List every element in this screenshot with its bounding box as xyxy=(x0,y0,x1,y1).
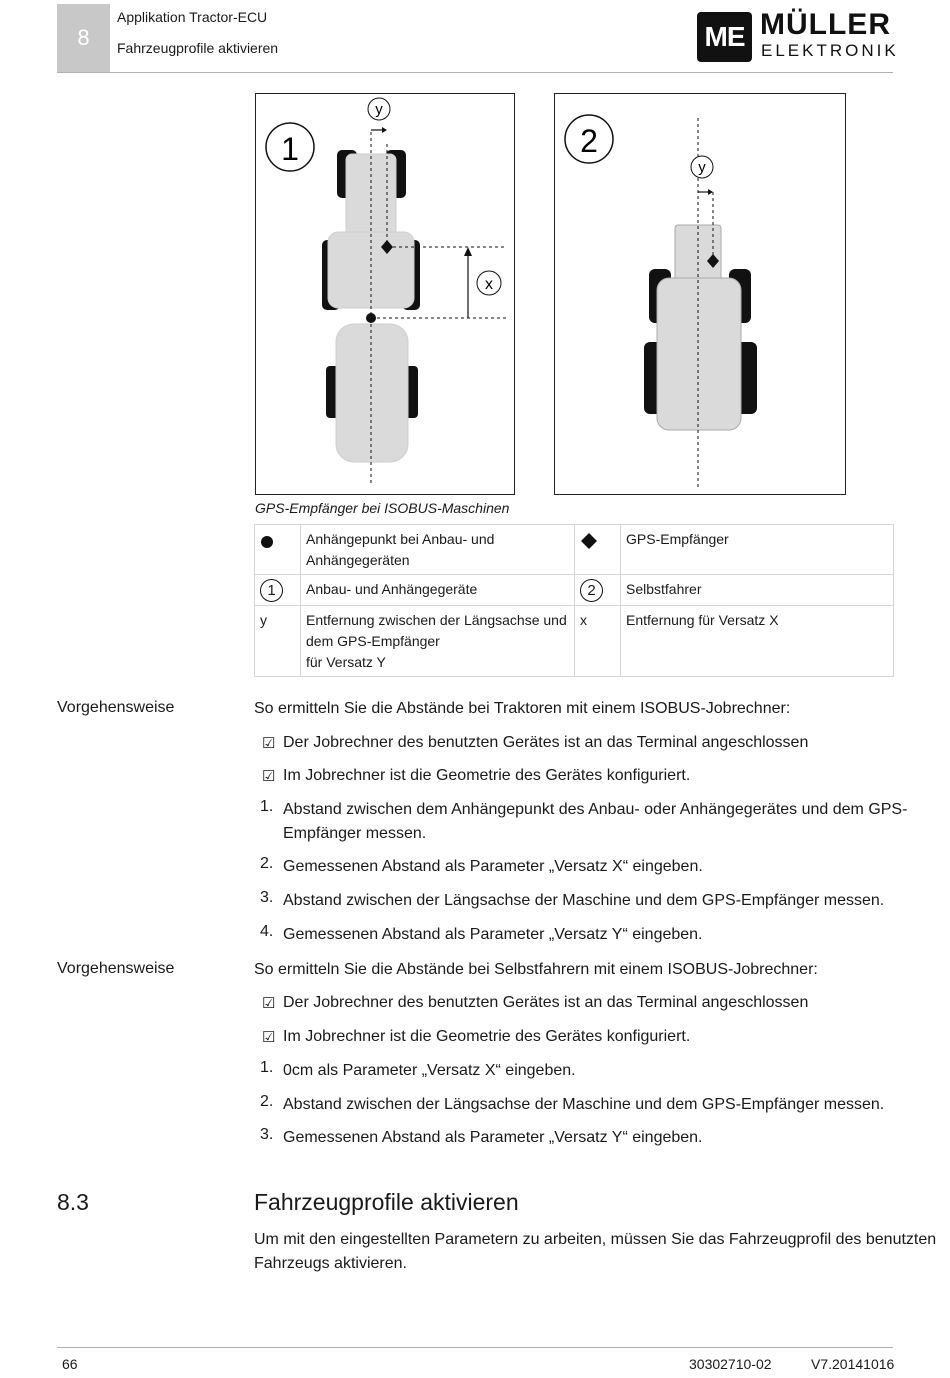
legend-key xyxy=(255,525,301,575)
y-label: y xyxy=(375,101,383,118)
checkbox-icon: ☑ xyxy=(262,995,276,1012)
checkbox-icon: ☑ xyxy=(262,1029,276,1046)
section-title: Fahrzeugprofile aktivieren xyxy=(254,1189,519,1215)
checkbox-icon: ☑ xyxy=(262,735,276,752)
header-section-title: Fahrzeugprofile aktivieren xyxy=(117,40,279,56)
chapter-number-box xyxy=(57,4,110,72)
footer-divider xyxy=(57,1347,893,1348)
prerequisite-item: Im Jobrechner ist die Geometrie des Gerätes konfiguriert. xyxy=(283,767,691,784)
legend-key: y xyxy=(255,606,301,677)
step-text: Empfänger messen. xyxy=(283,825,427,842)
step-text: Gemessenen Abstand als Parameter „Versatz X“ eingeben. xyxy=(283,858,703,875)
section-number: 8.3 xyxy=(57,1189,89,1215)
procedure-side-label: Vorgehensweise xyxy=(57,960,175,977)
prerequisite-item: Im Jobrechner ist die Geometrie des Gerätes konfiguriert. xyxy=(283,1028,691,1045)
legend-value: Anbau- und Anhängegeräte xyxy=(301,575,575,606)
legend-value: Entfernung für Versatz X xyxy=(621,606,894,677)
step-text: Gemessenen Abstand als Parameter „Versatz Y“ eingeben. xyxy=(283,1129,703,1146)
step-text: Abstand zwischen der Längsachse der Maschine und dem GPS-Empfänger messen. xyxy=(283,892,885,909)
figure-panel-self-propelled xyxy=(554,93,846,495)
step-text: Abstand zwischen der Längsachse der Maschine und dem GPS-Empfänger messen. xyxy=(283,1096,885,1113)
y-arrow-head xyxy=(708,189,713,195)
implement-body xyxy=(336,324,408,462)
step-text: Abstand zwischen dem Anhängepunkt des Anbau- oder Anhängegerätes und dem GPS- xyxy=(283,801,908,818)
legend-key xyxy=(255,575,301,606)
step-number: 1. xyxy=(260,1059,274,1076)
hitch-point-symbol xyxy=(366,313,376,323)
legend-value xyxy=(301,606,575,677)
legend-value: Anhängepunkt bei Anbau- und Anhängegeräten xyxy=(301,525,575,575)
y-arrow-head xyxy=(382,127,387,133)
panel-1-key: 1 xyxy=(260,579,283,602)
procedure-side-label: Vorgehensweise xyxy=(57,699,175,716)
chapter-number: 8 xyxy=(77,25,90,50)
legend-value-sub: für Versatz Y xyxy=(306,654,386,670)
x-label: x xyxy=(485,276,493,293)
logo-name-2: ELEKTRONIK xyxy=(761,41,899,60)
section-body: Um mit den eingestellten Parametern zu arbeiten, müssen Sie das Fahrzeugprofil des benutzten xyxy=(254,1231,937,1248)
header-app-title: Applikation Tractor-ECU xyxy=(117,9,268,25)
step-number: 3. xyxy=(260,889,274,906)
page-number: 66 xyxy=(62,1356,78,1372)
legend-key xyxy=(575,575,621,606)
legend-table xyxy=(254,524,894,677)
step-number: 2. xyxy=(260,1093,274,1110)
hitch-point-icon xyxy=(260,535,274,549)
legend-value: GPS-Empfänger xyxy=(621,525,894,575)
checkbox-icon: ☑ xyxy=(262,768,276,785)
legend-key: x xyxy=(575,606,621,677)
step-number: 4. xyxy=(260,923,274,940)
company-logo xyxy=(697,12,752,62)
legend-key xyxy=(575,525,621,575)
x-arrow-head xyxy=(464,247,472,256)
legend-row xyxy=(255,606,894,677)
step-number: 3. xyxy=(260,1126,274,1143)
panel-2-label: 2 xyxy=(580,123,598,159)
prerequisite-item: Der Jobrechner des benutzten Gerätes ist an das Terminal angeschlossen xyxy=(283,734,809,751)
panel-2-key: 2 xyxy=(580,579,603,602)
header-divider xyxy=(57,72,893,73)
gps-receiver-icon xyxy=(580,532,598,550)
step-number: 2. xyxy=(260,855,274,872)
panel-1-label: 1 xyxy=(281,131,299,167)
document-number: 30302710-02 xyxy=(689,1356,772,1372)
step-number: 1. xyxy=(260,798,274,815)
section-body: Fahrzeugs aktivieren. xyxy=(254,1255,407,1272)
legend-value: Selbstfahrer xyxy=(621,575,894,606)
figure-caption: GPS-Empfänger bei ISOBUS-Maschinen xyxy=(255,500,510,516)
legend-row xyxy=(255,525,894,575)
y-label: y xyxy=(698,159,706,176)
procedure-intro: So ermitteln Sie die Abstände bei Traktoren mit einem ISOBUS-Jobrechner: xyxy=(254,700,791,717)
logo-name-1: MÜLLER xyxy=(760,8,891,41)
figure-panel-tractor xyxy=(255,93,515,495)
prerequisite-item: Der Jobrechner des benutzten Gerätes ist an das Terminal angeschlossen xyxy=(283,994,809,1011)
step-text: Gemessenen Abstand als Parameter „Versatz Y“ eingeben. xyxy=(283,926,703,943)
version-number: V7.20141016 xyxy=(811,1356,895,1372)
legend-row xyxy=(255,575,894,606)
step-text: 0cm als Parameter „Versatz X“ eingeben. xyxy=(283,1062,576,1079)
logo-mark: ME xyxy=(697,12,752,62)
vehicle-body xyxy=(657,278,741,430)
procedure-intro: So ermitteln Sie die Abstände bei Selbstfahrern mit einem ISOBUS-Jobrechner: xyxy=(254,961,818,978)
legend-value-main: Entfernung zwischen der Längsachse und dem GPS-Empfänger xyxy=(306,612,567,649)
